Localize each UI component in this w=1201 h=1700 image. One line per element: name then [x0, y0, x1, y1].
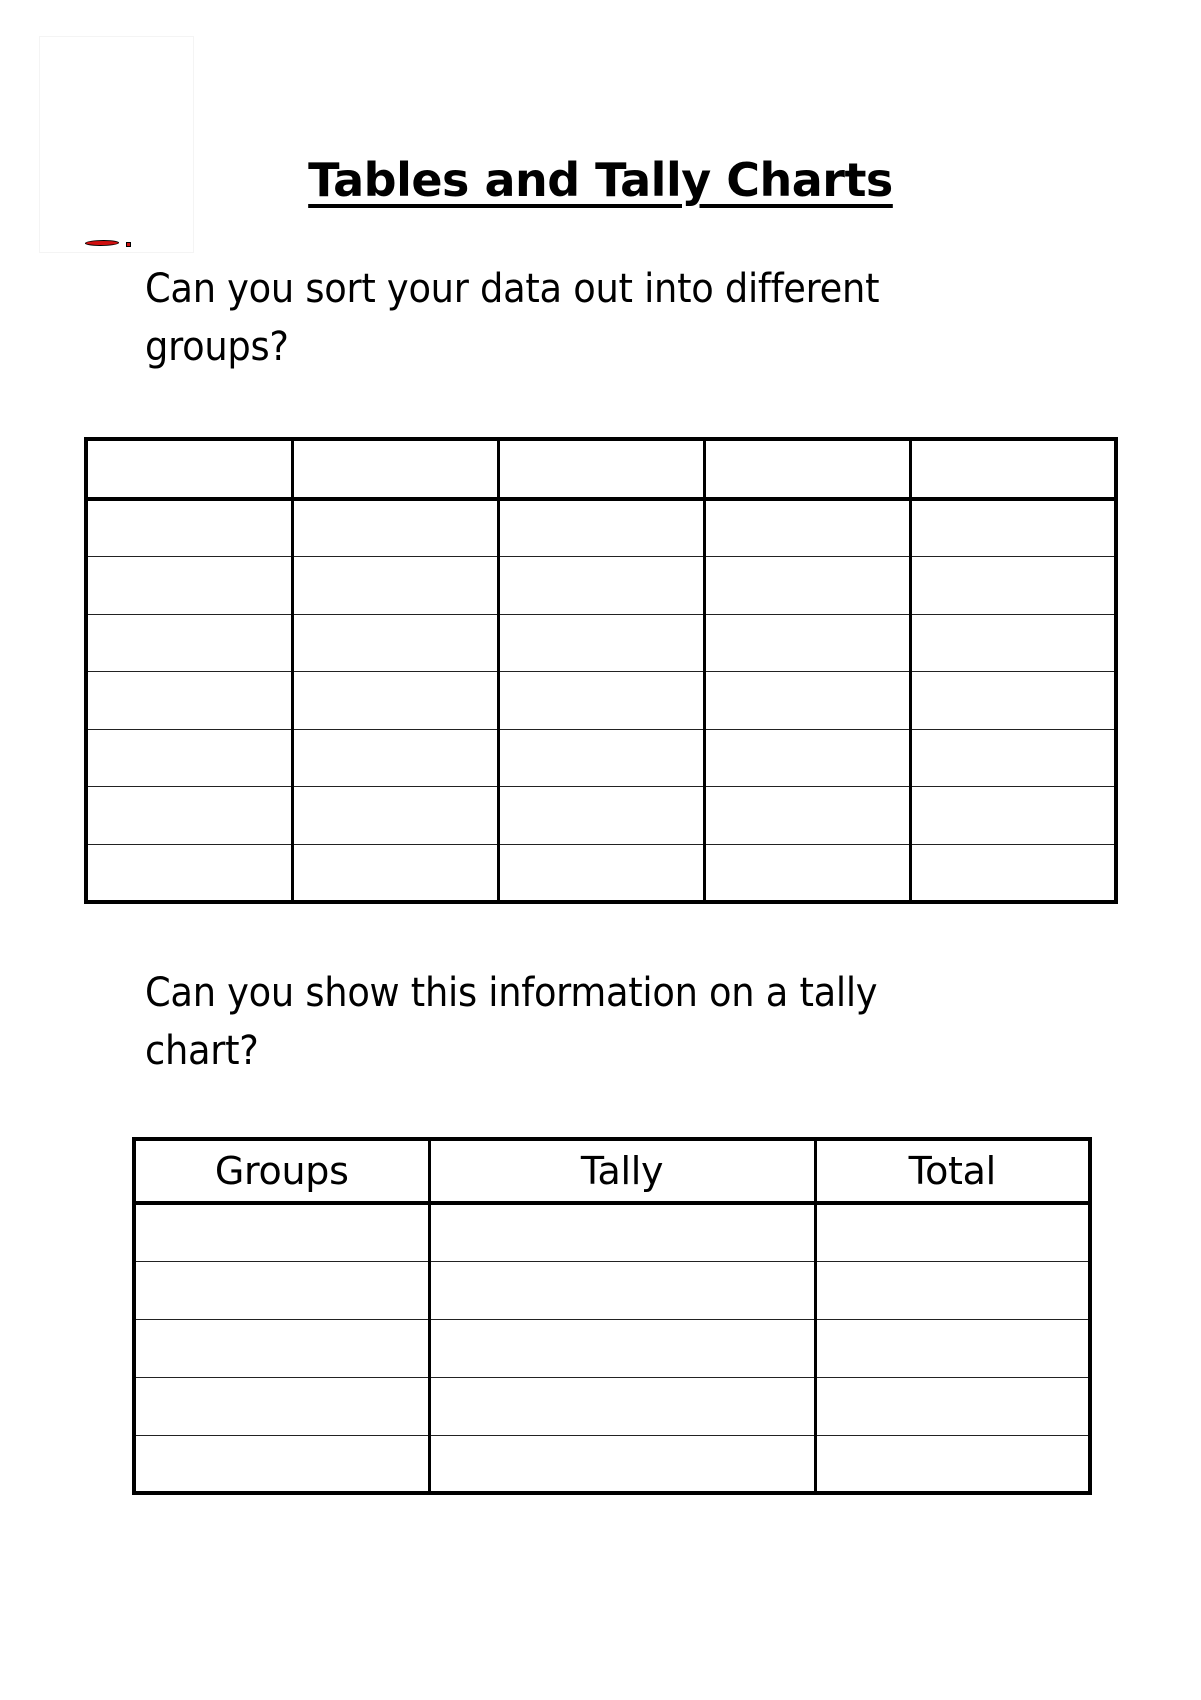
tally-header-row [134, 1139, 1090, 1203]
page-title [0, 150, 1201, 210]
tally-cell[interactable] [429, 1261, 815, 1319]
tally-chart-table [132, 1137, 1092, 1495]
tally-cell[interactable] [429, 1435, 815, 1493]
column-header-total: Total [815, 1139, 1090, 1203]
table-cell[interactable] [292, 557, 498, 615]
groups-cell[interactable] [134, 1377, 429, 1435]
table-cell[interactable] [498, 614, 704, 672]
table-cell[interactable] [86, 557, 292, 615]
logo-image-placeholder [39, 36, 194, 253]
groups-cell[interactable] [134, 1435, 429, 1493]
table-cell[interactable] [704, 845, 910, 903]
table-cell[interactable] [498, 499, 704, 557]
groups-cell[interactable] [134, 1203, 429, 1261]
total-cell[interactable] [815, 1319, 1090, 1377]
header-cell[interactable] [292, 439, 498, 499]
tally-cell[interactable] [429, 1319, 815, 1377]
table-cell[interactable] [86, 729, 292, 787]
table-cell[interactable] [86, 499, 292, 557]
table-row [86, 729, 1116, 787]
table-cell[interactable] [498, 672, 704, 730]
page-title-text: Tables and Tally Charts [308, 153, 893, 207]
table-cell[interactable] [704, 672, 910, 730]
table-cell[interactable] [910, 729, 1116, 787]
table-cell[interactable] [910, 845, 1116, 903]
table-row [86, 557, 1116, 615]
logo-dot-icon [126, 242, 131, 247]
table-cell[interactable] [910, 787, 1116, 845]
header-cell[interactable] [704, 439, 910, 499]
table-row [86, 672, 1116, 730]
question-sort-data: Can you sort your data out into different groups? [145, 266, 880, 370]
question-tally-chart: Can you show this information on a tally chart? [145, 970, 878, 1074]
table-row [134, 1435, 1090, 1493]
total-cell[interactable] [815, 1203, 1090, 1261]
column-header-groups: Groups [134, 1139, 429, 1203]
table-row [86, 787, 1116, 845]
table-cell[interactable] [910, 557, 1116, 615]
column-header-tally: Tally [429, 1139, 815, 1203]
table-header-row [86, 439, 1116, 499]
table-cell[interactable] [292, 499, 498, 557]
table-cell[interactable] [704, 787, 910, 845]
groups-cell[interactable] [134, 1319, 429, 1377]
table-cell[interactable] [704, 729, 910, 787]
table-cell[interactable] [292, 787, 498, 845]
table-row [134, 1319, 1090, 1377]
total-cell[interactable] [815, 1377, 1090, 1435]
table-cell[interactable] [910, 672, 1116, 730]
tally-cell[interactable] [429, 1377, 815, 1435]
table-cell[interactable] [292, 729, 498, 787]
groups-cell[interactable] [134, 1261, 429, 1319]
table-row [86, 845, 1116, 903]
table-cell[interactable] [910, 499, 1116, 557]
table-row [134, 1261, 1090, 1319]
table-row [134, 1377, 1090, 1435]
table-cell[interactable] [86, 845, 292, 903]
table-cell[interactable] [292, 614, 498, 672]
table-cell[interactable] [498, 787, 704, 845]
header-cell[interactable] [910, 439, 1116, 499]
table-cell[interactable] [292, 672, 498, 730]
table-cell[interactable] [704, 614, 910, 672]
table-cell[interactable] [704, 557, 910, 615]
total-cell[interactable] [815, 1435, 1090, 1493]
table-cell[interactable] [86, 787, 292, 845]
table-cell[interactable] [498, 729, 704, 787]
header-cell[interactable] [498, 439, 704, 499]
table-cell[interactable] [910, 614, 1116, 672]
table-row [86, 499, 1116, 557]
table-cell[interactable] [86, 614, 292, 672]
tally-cell[interactable] [429, 1203, 815, 1261]
table-cell[interactable] [704, 499, 910, 557]
table-row [134, 1203, 1090, 1261]
table-cell[interactable] [86, 672, 292, 730]
table-cell[interactable] [498, 845, 704, 903]
table-row [86, 614, 1116, 672]
data-sorting-table [84, 437, 1118, 904]
total-cell[interactable] [815, 1261, 1090, 1319]
header-cell[interactable] [86, 439, 292, 499]
table-cell[interactable] [292, 845, 498, 903]
table-cell[interactable] [498, 557, 704, 615]
